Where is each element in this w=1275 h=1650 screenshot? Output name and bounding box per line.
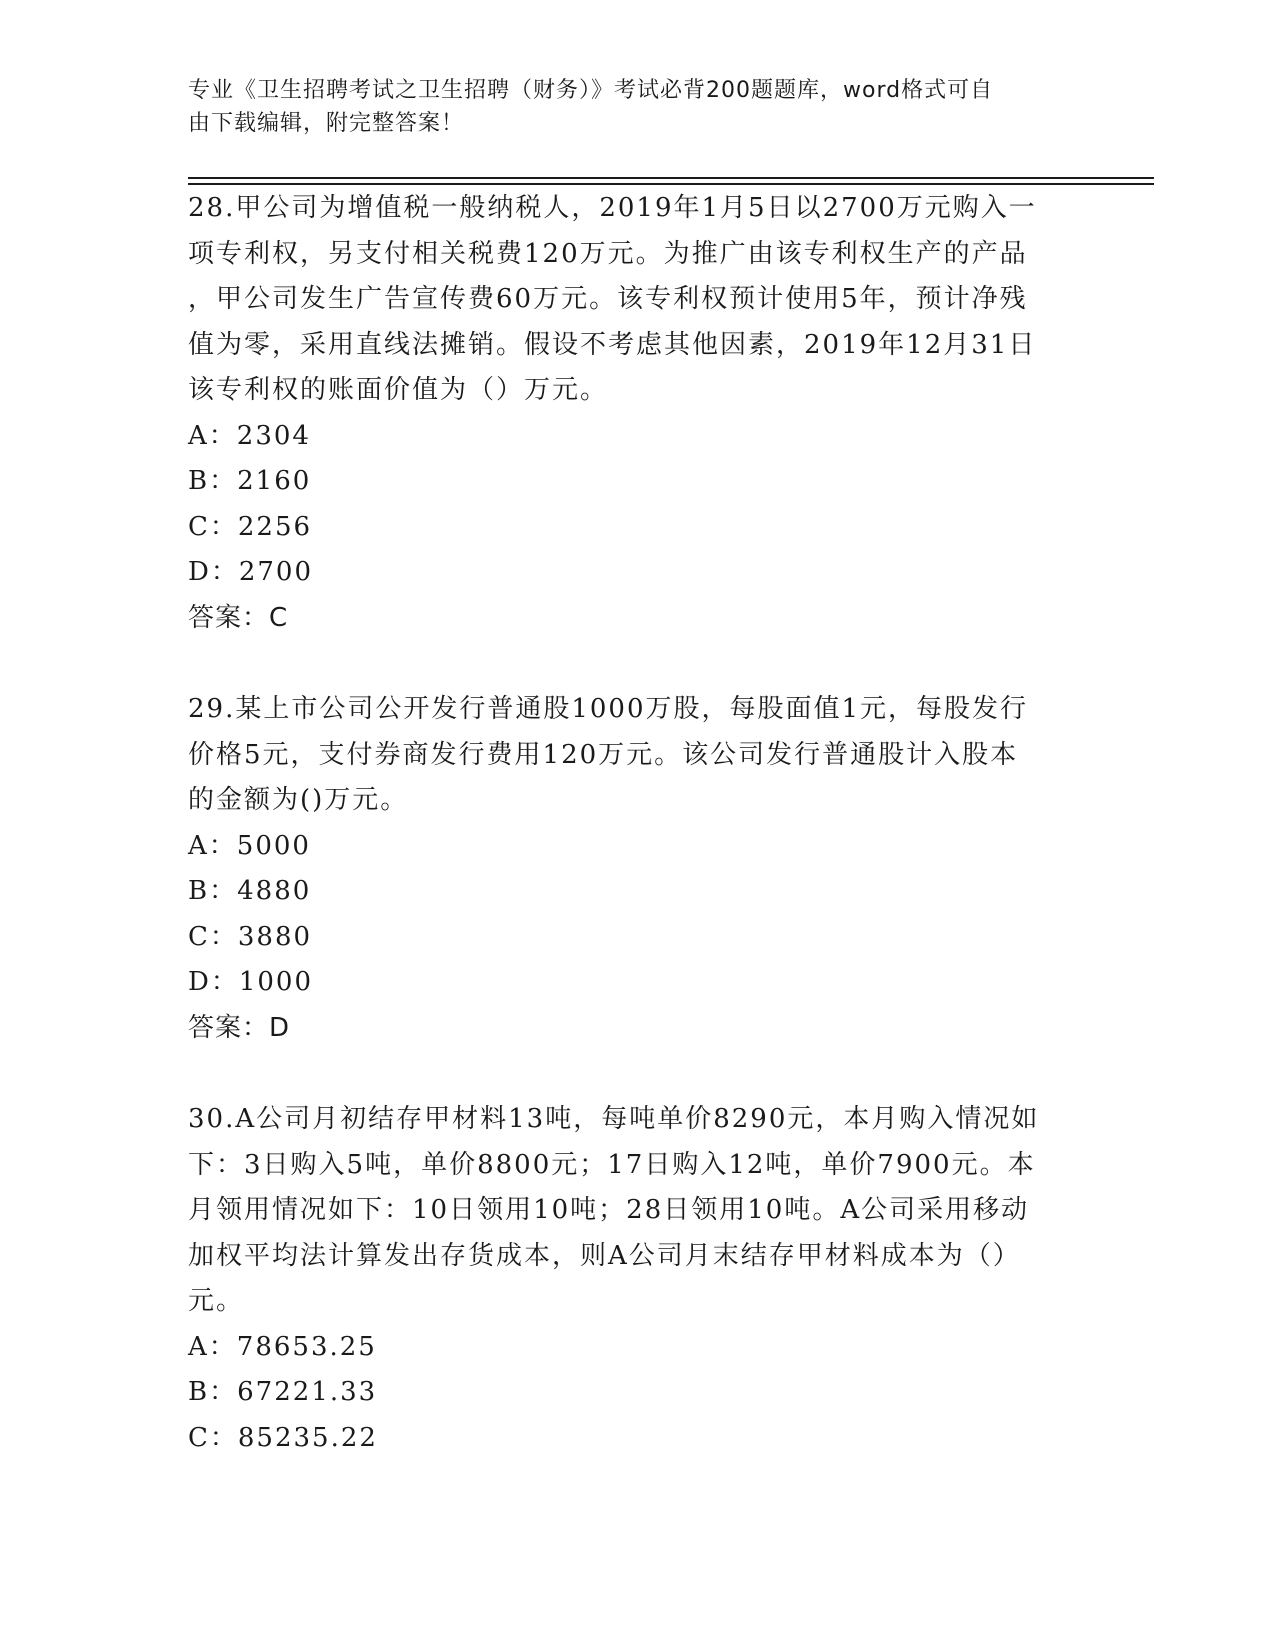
question-28 [188, 186, 1078, 641]
option-a: A：2304 [188, 420, 311, 451]
question-text-line: 价格5元，支付券商发行费用120万元。该公司发行普通股计入股本 [188, 739, 1019, 770]
option-d: D：1000 [188, 967, 314, 997]
question-30 [188, 1097, 1078, 1461]
answer-label: 答案：D [188, 1012, 291, 1043]
question-text-line: 项专利权，另支付相关税费120万元。为推广由该专利权生产的产品 [188, 238, 1028, 269]
question-text-line: 30.A公司月初结存甲材料13吨，每吨单价8290元，本月购入情况如 [188, 1104, 1040, 1134]
question-text-line: 该专利权的账面价值为（）万元。 [188, 375, 609, 405]
header-divider-bottom [188, 183, 1154, 185]
question-text-line: 加权平均法计算发出存货成本，则A公司月末结存甲材料成本为（） [188, 1240, 1021, 1271]
question-text-line: 28.甲公司为增值税一般纳税人，2019年1月5日以2700万元购入一 [188, 193, 1037, 223]
question-text-line: ，甲公司发生广告宣传费60万元。该专利权预计使用5年，预计净残 [188, 284, 1028, 314]
question-text-line: 下：3日购入5吨，单价8800元；17日购入12吨，单价7900元。本 [188, 1149, 1036, 1180]
answer-label: 答案：C [188, 602, 289, 633]
question-spacer [188, 1051, 1078, 1097]
question-spacer [188, 641, 1078, 687]
document-header [188, 74, 1068, 140]
option-a: A：5000 [188, 830, 311, 861]
option-c: C：2256 [188, 511, 313, 542]
option-c: C：85235.22 [188, 1422, 378, 1453]
header-line-1: 专业《卫生招聘考试之卫生招聘（财务）》考试必背200题题库，word格式可自 [188, 78, 994, 103]
option-a: A：78653.25 [188, 1331, 377, 1362]
option-c: C：3880 [188, 921, 313, 952]
question-text-line: 元。 [188, 1286, 245, 1316]
question-list [188, 186, 1078, 1461]
header-divider-top [188, 177, 1154, 179]
question-29 [188, 687, 1078, 1051]
header-line-2: 由下载编辑，附完整答案！ [188, 111, 465, 136]
question-text-line: 29.某上市公司公开发行普通股1000万股，每股面值1元，每股发行 [188, 694, 1029, 724]
question-text-line: 值为零，采用直线法摊销。假设不考虑其他因素，2019年12月31日 [188, 329, 1037, 360]
question-text-line: 月领用情况如下：10日领用10吨；28日领用10吨。A公司采用移动 [188, 1195, 1030, 1225]
option-b: B：2160 [188, 466, 312, 496]
option-d: D：2700 [188, 557, 314, 587]
option-b: B：4880 [188, 876, 312, 906]
option-b: B：67221.33 [188, 1377, 378, 1407]
question-text-line: 的金额为()万元。 [188, 785, 409, 815]
